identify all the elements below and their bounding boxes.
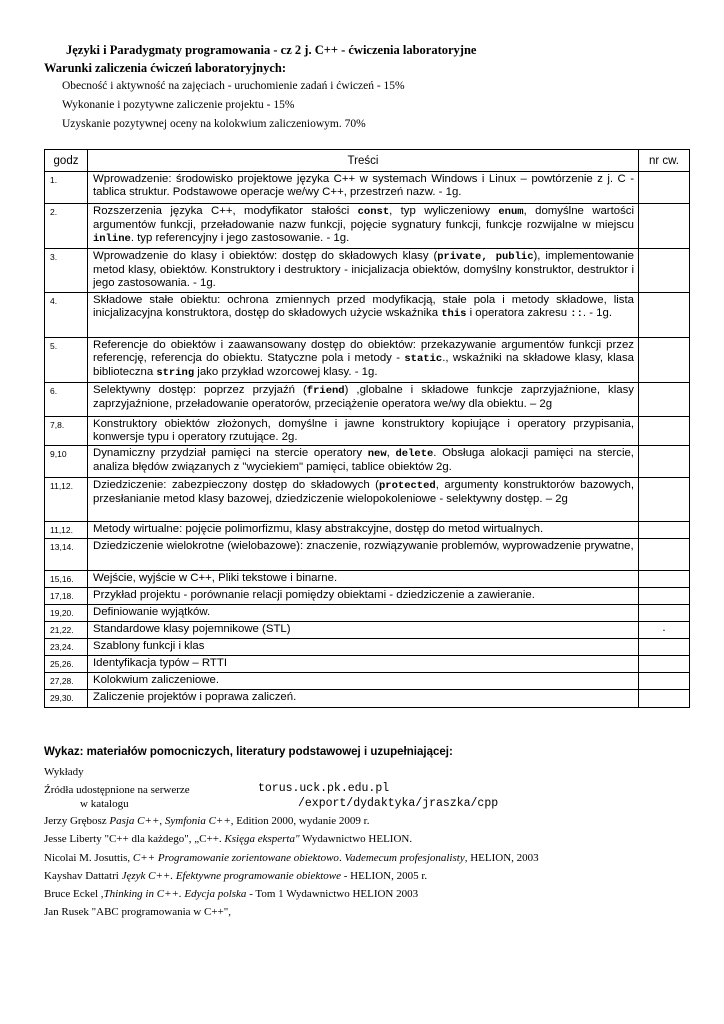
exercise-number-cell (639, 416, 690, 445)
content-text: Szablony funkcji i klas (93, 640, 205, 653)
hours-cell: 2. (45, 204, 88, 249)
content-cell (88, 204, 639, 249)
content-text: Wprowadzenie: środowisko projektowe języka C++ w systemach Windows i Linux – powtórzenie z j. C - tablica struktur. Podstawowe operacje we/wy C++, przestrzeń nazw. - 1g. (93, 173, 634, 199)
book-entry (44, 888, 418, 900)
content-text: Standardowe klasy pojemnikowe (STL) (93, 623, 291, 636)
hours-cell: 7,8. (45, 416, 88, 445)
content-cell (88, 539, 639, 571)
content-cell (88, 690, 639, 708)
content-cell (88, 656, 639, 673)
content-text: ., wskaźniki na składowe klasy, klasa biblioteczna (93, 351, 634, 379)
content-text: . - 1g. (582, 306, 613, 319)
content-text: . Obsługa alokacji pamięci na stercie, analiza błędów związanych z "wyciekiem" pamięci, tablice obiektów 2g. (93, 447, 634, 474)
code-keyword: :: (570, 307, 583, 320)
exercise-number-cell (639, 382, 690, 416)
syllabus-table-body (45, 172, 690, 708)
table-row (45, 605, 690, 622)
exercise-number-cell (639, 248, 690, 292)
table-row (45, 690, 690, 708)
table-row (45, 673, 690, 690)
book-entry (44, 852, 539, 864)
book-entry (44, 815, 369, 827)
book-text: Jerzy Grębosz (44, 815, 110, 827)
content-cell (88, 522, 639, 539)
hours-cell: 6. (45, 382, 88, 416)
exercise-number-cell (639, 539, 690, 571)
exercise-number-cell (639, 172, 690, 204)
book-text: , Edition 2000, wydanie 2009 r. (230, 815, 370, 827)
server-address: torus.uck.pk.edu.pl (258, 782, 390, 795)
content-cell (88, 588, 639, 605)
code-keyword: delete (395, 448, 434, 461)
content-text: Rozszerzenia języka C++, modyfikator stałości (93, 205, 358, 217)
conditions-heading: Warunki zaliczenia ćwiczeń laboratoryjnych: (44, 61, 286, 75)
hours-cell: 25,26. (45, 656, 88, 673)
hours-cell: 11,12. (45, 522, 88, 539)
book-text: Jesse Liberty "C++ dla każdego", „C++. (44, 833, 225, 845)
table-row (45, 588, 690, 605)
lectures-label: Wykłady (44, 766, 84, 778)
book-title-italic: C++ Programowanie zorientowane obiektowo (132, 852, 339, 864)
book-text: Jan Rusek "ABC programowania w C++", (44, 906, 231, 918)
hours-cell: 3. (45, 248, 88, 292)
book-entry (44, 833, 412, 845)
content-cell (88, 673, 639, 690)
table-row (45, 292, 690, 337)
content-text: Metody wirtualne: pojęcie polimorfizmu, klasy abstrakcyjne, dostęp do metod wirtualnych. (93, 523, 544, 536)
hours-cell: 9,10 (45, 446, 88, 478)
code-keyword: new (367, 448, 387, 461)
table-row (45, 446, 690, 478)
content-cell (88, 416, 639, 445)
hours-cell: 29,30. (45, 690, 88, 708)
header-tresci: Treści (88, 150, 639, 172)
content-cell (88, 382, 639, 416)
sources-label: Źródła udostępnione na serwerze (44, 784, 190, 796)
book-entry (44, 906, 231, 918)
hours-cell: 19,20. (45, 605, 88, 622)
book-title-italic: Księga eksperta" (224, 833, 300, 845)
exercise-number-cell (639, 522, 690, 539)
table-row (45, 172, 690, 204)
code-keyword: enum (498, 206, 524, 218)
condition-project: Wykonanie i pozytywne zaliczenie projektu - 15% (62, 99, 295, 111)
exercise-number-cell (639, 673, 690, 690)
condition-colloquium: Uzyskanie pozytywnej oceny na kolokwium zaliczeniowym. 70% (62, 118, 366, 130)
table-row (45, 622, 690, 639)
book-text: . (338, 852, 345, 864)
code-keyword: static (404, 352, 443, 365)
content-text: ), implementowanie metod klasy, obiektów. Konstruktory i destruktory - inicjalizacja obiektów, domyślny konstruktor, destruktor i jego zastosowania. - 1g. (93, 249, 635, 290)
content-text: Wejście, wyjście w C++, Pliki tekstowe i binarne. (93, 572, 338, 585)
content-text: Identyfikacja typów – RTTI (93, 657, 228, 670)
exercise-number-cell (639, 571, 690, 588)
bibliography-heading: Wykaz: materiałów pomocniczych, literatury podstawowej i uzupełniającej: (44, 746, 453, 758)
header-godz: godz (45, 150, 88, 172)
exercise-number-cell (639, 446, 690, 478)
table-row (45, 337, 690, 382)
code-keyword: inline (93, 233, 131, 246)
hours-cell: 27,28. (45, 673, 88, 690)
hours-cell: 13,14. (45, 539, 88, 571)
content-text: Dziedziczenie wielokrotne (wielobazowe): znaczenie, rozwiązywanie problemów, wyprowadzenie prywatne, (93, 540, 634, 553)
table-row (45, 656, 690, 673)
content-text: ) ,globalne i składowe funkcje zaprzyjaźnione, klasy zaprzyjaźnione, przeładowanie operatorów, przeciążenie operatora we/wy dla obiektu. – 2g (93, 383, 634, 410)
book-text: - Tom 1 Wydawnictwo HELION 2003 (246, 888, 419, 900)
book-text: Bruce Eckel , (44, 888, 104, 900)
exercise-number-cell (639, 478, 690, 522)
book-entry (44, 870, 427, 882)
content-cell (88, 446, 639, 478)
table-row (45, 478, 690, 522)
code-keyword: string (156, 367, 195, 380)
book-text: Kayshav Dattatri (44, 870, 122, 882)
exercise-number-cell (639, 690, 690, 708)
content-text: Selektywny dostęp: poprzez przyjaźń ( (93, 383, 307, 396)
table-row (45, 248, 690, 292)
content-text: Dziedziczenie: zabezpieczony dostęp do składowych ( (93, 479, 379, 492)
code-keyword: private, public (437, 250, 534, 263)
book-text: - HELION, 2005 r. (341, 870, 428, 882)
content-text: jako przykład wzorcowej klasy. - 1g. (194, 366, 378, 379)
table-row (45, 639, 690, 656)
book-title-italic: Vademecum profesjonalisty (344, 852, 465, 864)
content-text: , domyślne wartości argumentów funkcji, przeładowanie nazw funkcji, pojęcie sygnatury funkcji, funkcje rozwijalne w miejscu (93, 205, 634, 232)
hours-cell: 1. (45, 172, 88, 204)
exercise-number-cell (639, 588, 690, 605)
hours-cell: 11,12. (45, 478, 88, 522)
book-text: , HELION, 2003 (464, 852, 539, 864)
hours-cell: 15,16. (45, 571, 88, 588)
exercise-number-cell (639, 292, 690, 337)
content-text: Kolokwium zaliczeniowe. (93, 674, 219, 687)
hours-cell: 17,18. (45, 588, 88, 605)
hours-cell: 4. (45, 292, 88, 337)
code-keyword: protected (378, 480, 436, 493)
content-cell (88, 571, 639, 588)
header-nr: nr cw. (639, 150, 690, 172)
exercise-number-cell (639, 639, 690, 656)
table-row (45, 539, 690, 571)
content-text: . typ referencyjny i jego zastosowanie. - 1g. (130, 232, 350, 245)
content-text: Referencje do obiektów i zaawansowany dostęp do obiektów: przekazywanie argumentów funkcji przez referencję, referencja do obiektu. Statyczne pola i metody - (93, 338, 634, 364)
content-cell (88, 639, 639, 656)
content-cell (88, 292, 639, 337)
book-title-italic: Pasja C++ (109, 815, 160, 827)
book-text: Wydawnictwo HELION. (299, 833, 413, 845)
exercise-number-cell (639, 337, 690, 382)
exercise-number-cell: . (639, 622, 690, 639)
exercise-number-cell (639, 605, 690, 622)
code-keyword: this (441, 307, 467, 320)
table-row (45, 416, 690, 445)
content-text: Definiowanie wyjątków. (93, 606, 211, 619)
content-text: , (386, 447, 396, 460)
document-title: Języki i Paradygmaty programowania - cz 2 j. C++ - ćwiczenia laboratoryjne (66, 43, 477, 57)
table-row (45, 204, 690, 249)
content-text: , typ wyliczeniowy (389, 205, 499, 217)
table-row (45, 522, 690, 539)
syllabus-table (44, 149, 690, 708)
table-row (45, 382, 690, 416)
content-cell (88, 172, 639, 204)
content-text: Składowe stałe obiektu: ochrona zmiennych przed modyfikacją, stałe pola i metody składowe, lista inicjalizacyjna konstruktora, dostęp do składowych użycie wskaźnika (93, 293, 634, 319)
book-title-italic: Symfonia C++ (164, 815, 231, 827)
content-cell (88, 622, 639, 639)
content-text: Dynamiczny przydział pamięci na stercie operatory (93, 447, 368, 460)
content-cell (88, 337, 639, 382)
content-text: i operatora zakresu (466, 306, 571, 319)
code-keyword: const (357, 206, 390, 218)
exercise-number-cell (639, 204, 690, 249)
content-cell (88, 478, 639, 522)
catalog-path: /export/dydaktyka/jraszka/cpp (298, 797, 499, 810)
condition-attendance: Obecność i aktywność na zajęciach - uruchomienie zadań i ćwiczeń - 15% (62, 80, 405, 92)
book-title-italic: Język C++. Efektywne programowanie obiektowe (121, 870, 342, 882)
book-title-italic: Thinking in C++. Edycja polska (103, 888, 247, 900)
table-row (45, 571, 690, 588)
hours-cell: 23,24. (45, 639, 88, 656)
content-text: Zaliczenie projektów i poprawa zaliczeń. (93, 691, 297, 704)
catalog-label: w katalogu (80, 798, 129, 810)
content-text: , argumenty konstruktorów bazowych, przesłanianie metod klasy bazowej, dziedziczenie wielopokoleniowe - selektywny dostęp. – 2g (93, 479, 634, 506)
exercise-number-cell (639, 656, 690, 673)
book-text: , (159, 815, 165, 827)
content-text: Konstruktory obiektów złożonych, domyślne i jawne konstruktory kopiujące i operatory przypisania, konwersje typu i operatory rzutujące. 2g. (93, 417, 634, 443)
book-text: Nicolai M. Josuttis, (44, 852, 133, 864)
content-cell (88, 248, 639, 292)
hours-cell: 21,22. (45, 622, 88, 639)
content-text: Przykład projektu - porównanie relacji pomiędzy obiektami - dziedziczenie a zawieranie. (93, 589, 535, 602)
hours-cell: 5. (45, 337, 88, 382)
content-text: Wprowadzenie do klasy i obiektów: dostęp do składowych klasy ( (93, 249, 438, 262)
table-header-row (45, 150, 690, 172)
code-keyword: friend (306, 384, 345, 397)
content-cell (88, 605, 639, 622)
